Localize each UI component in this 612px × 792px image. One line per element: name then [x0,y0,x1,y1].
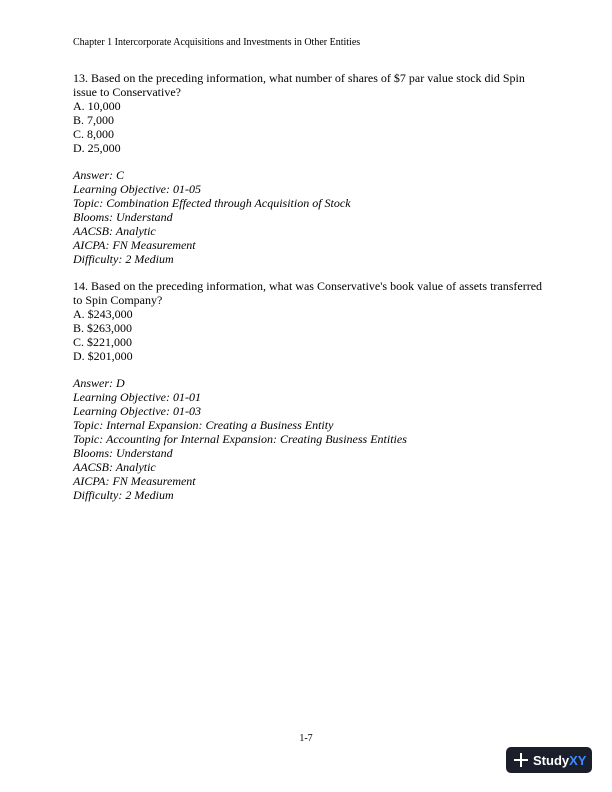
option-d: D. 25,000 [73,140,121,155]
running-header: Chapter 1 Intercorporate Acquisitions and Investments in Other Entities [73,37,361,48]
learning-objective-line: Learning Objective: 01-05 [73,182,201,197]
blooms-line: Blooms: Understand [73,210,173,225]
option-a: A. 10,000 [73,98,121,113]
difficulty-line: Difficulty: 2 Medium [73,487,174,502]
question-14 [73,280,543,502]
plus-sparkle-icon [514,753,528,767]
badge-word-xy: XY [569,752,587,768]
option-c: C. $221,000 [73,334,133,349]
aacsb-line: AACSB: Analytic [73,223,156,238]
learning-objective-line: Learning Objective: 01-01 [73,390,201,405]
question-stem: 13. Based on the preceding information, what number of shares of $7 par value stock did Spin issue to Conservative? [73,71,525,99]
answer-line: Answer: D [73,376,125,391]
answer-metadata [73,169,543,266]
aicpa-line: AICPA: FN Measurement [73,237,196,252]
aicpa-line: AICPA: FN Measurement [73,473,196,488]
studyxy-badge[interactable] [506,747,592,773]
topic-line: Topic: Internal Expansion: Creating a Business Entity [73,418,334,433]
topic-line: Topic: Combination Effected through Acquisition of Stock [73,196,351,211]
page-number: 1-7 [299,733,313,744]
blooms-line: Blooms: Understand [73,445,173,460]
aacsb-line: AACSB: Analytic [73,459,156,474]
option-b: B. 7,000 [73,112,115,127]
answer-line: Answer: C [73,168,124,183]
answer-metadata [73,377,543,502]
option-c: C. 8,000 [73,126,115,141]
question-stem: 14. Based on the preceding information, what was Conservative's book value of assets transferred to Spin Company? [73,279,543,307]
option-b: B. $263,000 [73,320,133,335]
option-a: A. $243,000 [73,306,133,321]
answer-options [73,308,543,364]
question-13 [73,72,543,267]
option-d: D. $201,000 [73,348,133,363]
learning-objective-line: Learning Objective: 01-03 [73,404,201,419]
badge-word-study: Study [533,752,570,768]
answer-options [73,100,543,156]
topic-line: Topic: Accounting for Internal Expansion: Creating Business Entities [73,431,407,446]
difficulty-line: Difficulty: 2 Medium [73,251,174,266]
